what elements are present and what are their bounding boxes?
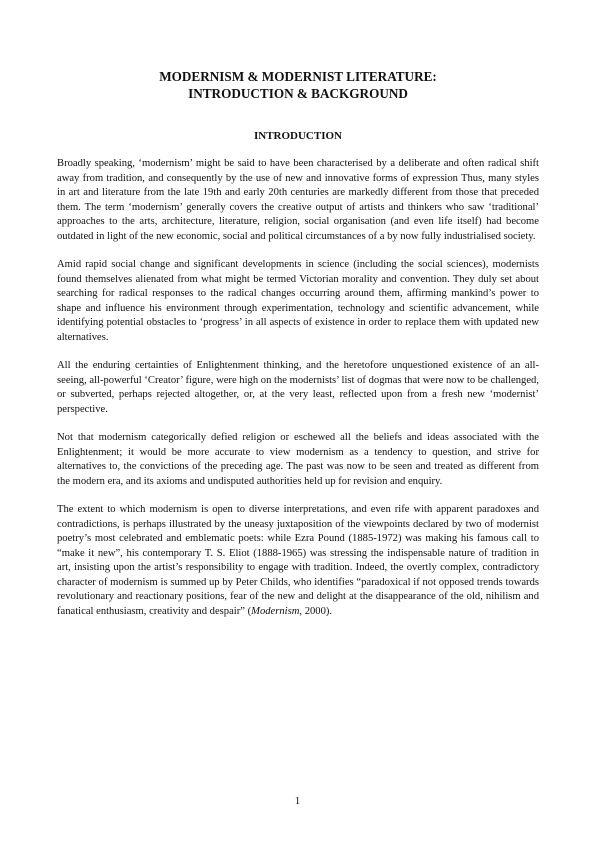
paragraph-4: Not that modernism categorically defied religion or eschewed all the beliefs and ideas associated with the Enlightenment; it would be more accurate to view modernism as a tendency to question, and strive for alternatives to, the convictions of the preceding age. The past was now to be seen and treated as different from the modern era, and its axioms and undisputed authorities held up for revision and enquiry. [57, 432, 539, 487]
paragraph-5-text: The extent to which modernism is open to diverse interpretations, and even rife with apparent paradoxes and contradictions, is perhaps illustrated by the uneasy juxtaposition of the viewpoints declared by two of modernist poetry’s most celebrated and emblematic poets: while Ezra Pound (1885-1972) was making his famous call to “make it new”, his contemporary T. S. Eliot (1888-1965) was stressing the indispensable nature of tradition in art, insisting upon the artist’s responsibility to engage with tradition. Indeed, the overtly complex, contradictory character of modernism is summed up by Peter Childs, who identifies “paradoxical if not opposed trends towards revolutionary and reactionary positions, fear of the new and delight at the disappearance of the old, nihilism and fanatical enthusiasm, creativity and despair” ( [57, 504, 539, 617]
paragraph-2: Amid rapid social change and significant developments in science (including the social sciences), modernists found themselves alienated from what might be termed Victorian morality and convention. They duly set about searching for radical responses to the radical changes occurring around them, affirming mankind’s power to shape and influence his environment through experimentation, technology and scientific advancement, while identifying potential obstacles to ‘progress’ in all aspects of existence in order to replace them with updated new alternatives. [57, 259, 539, 343]
page-content [57, 68, 539, 619]
page-number: 1 [294, 795, 301, 807]
title-line-1: MODERNISM & MODERNIST LITERATURE: [159, 69, 437, 84]
document-title [57, 68, 539, 102]
title-line-2: INTRODUCTION & BACKGROUND [188, 86, 408, 101]
paragraph-3: All the enduring certainties of Enlightenment thinking, and the heretofore unquestioned existence of an all-seeing, all-powerful ‘Creator’ figure, were high on the modernists’ list of dogmas that were now to be challenged, or subverted, perhaps rejected altogether, or, at the very least, reflected upon from a fresh new ‘modernist’ perspective. [57, 360, 539, 415]
paragraph-1: Broadly speaking, ‘modernism’ might be said to have been characterised by a deliberate and often radical shift away from tradition, and consequently by the use of new and innovative forms of expression Thus, many styles in art and literature from the late 19th and early 20th centuries are markedly different from those that preceded them. The term ‘modernism’ generally covers the creative output of artists and thinkers who saw ‘traditional’ approaches to the arts, architecture, literature, religion, social organisation (and even life itself) had become outdated in light of the new economic, social and political circumstances of a by now fully industrialised society. [57, 158, 539, 242]
citation-year: , 2000). [299, 605, 333, 617]
section-heading: INTRODUCTION [253, 130, 342, 142]
paragraph-5 [57, 503, 539, 619]
citation-title: Modernism [251, 605, 300, 617]
